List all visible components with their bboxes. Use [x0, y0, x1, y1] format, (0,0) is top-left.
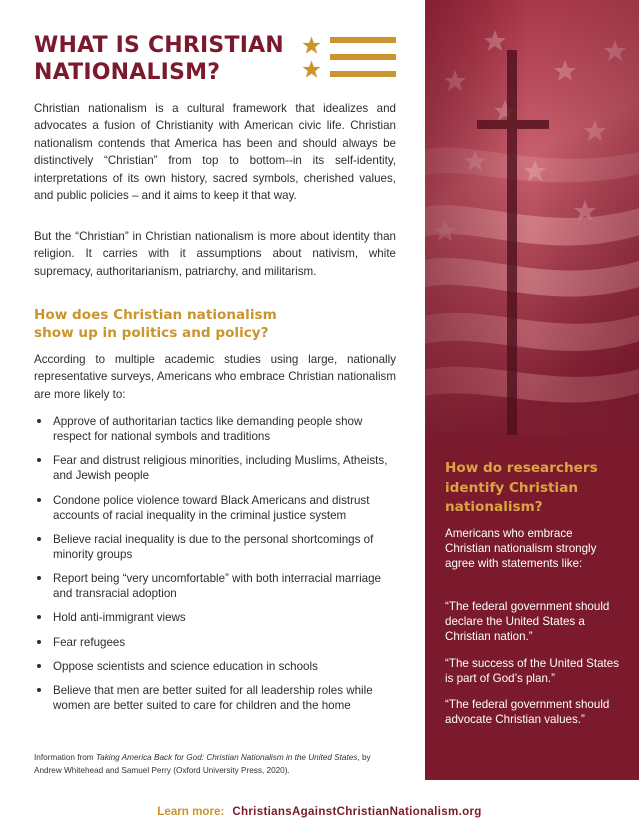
intro-paragraph-identity: But the “Christian” in Christian nationalism is more about identity than religion. It carries with it assumptions about nativism, white supremacy, authoritarianism, patriarchy, and militarism. — [34, 230, 396, 278]
sidebar-quote: “The federal government should declare the United States a Christian nation.” — [445, 600, 610, 643]
list-item: Fear and distrust religious minorities, including Muslims, Atheists, and Jewish people — [34, 453, 396, 483]
policy-intro-paragraph: According to multiple academic studies using large, nationally representative surveys, Americans who embrace Christian nationalism are more likely to: — [34, 353, 396, 401]
intro-paragraph-definition: Christian nationalism is a cultural framework that idealizes and advocates a fusion of Christianity with American civic life. Christian nationalism contends that America has been and should always be distinctively “Christian” from top to bottom--in its self-identity, interpretations of its own history, sacred symbols, cherished values, and public policies – and it aims to keep it that way. — [34, 102, 396, 203]
list-item: Oppose scientists and science education in schools — [34, 659, 396, 674]
list-item: Believe that men are better suited for all leadership roles while women are better suited to care for children and the home — [34, 683, 396, 713]
stripe — [330, 54, 396, 60]
list-item: Believe racial inequality is due to the personal shortcomings of minority groups — [34, 532, 396, 562]
list-item: Approve of authoritarian tactics like demanding people show respect for national symbols and traditions — [34, 414, 396, 444]
sidebar-heading: How do researchers identify Christian nationalism? — [445, 460, 598, 515]
list-item: Hold anti-immigrant views — [34, 610, 396, 625]
stripe — [330, 37, 396, 43]
sidebar-quote: “The federal government should advocate Christian values.” — [445, 698, 610, 726]
star-icon — [302, 60, 321, 79]
footer — [0, 805, 639, 818]
sidebar-intro: Americans who embrace Christian nationalism strongly agree with statements like: — [445, 527, 597, 570]
stars-and-stripes-emblem — [302, 34, 398, 82]
star-icon — [302, 36, 321, 55]
learn-more-label: Learn more: — [157, 805, 225, 818]
page-title: WHAT IS CHRISTIAN NATIONALISM? — [34, 33, 284, 85]
flag-and-cross-photo — [425, 0, 639, 435]
stripe — [330, 71, 396, 77]
section-heading-politics: How does Christian nationalism show up in politics and policy? — [34, 307, 277, 341]
source-citation: Information from Taking America Back for God: Christian Nationalism in the United States, by Andrew Whitehead and Samuel Perry (Oxford University Press, 2020). — [34, 753, 371, 775]
list-item: Report being “very uncomfortable” with both interracial marriage and transracial adoption — [34, 571, 396, 601]
list-item: Condone police violence toward Black Americans and distrust accounts of racial inequality in the criminal justice system — [34, 493, 396, 523]
researchers-sidebar — [425, 435, 639, 780]
sidebar-quote: “The success of the United States is part of God’s plan.” — [445, 657, 619, 685]
list-item: Fear refugees — [34, 635, 396, 650]
website-link[interactable]: ChristiansAgainstChristianNationalism.org — [232, 805, 482, 818]
policy-bullet-list — [34, 414, 396, 723]
